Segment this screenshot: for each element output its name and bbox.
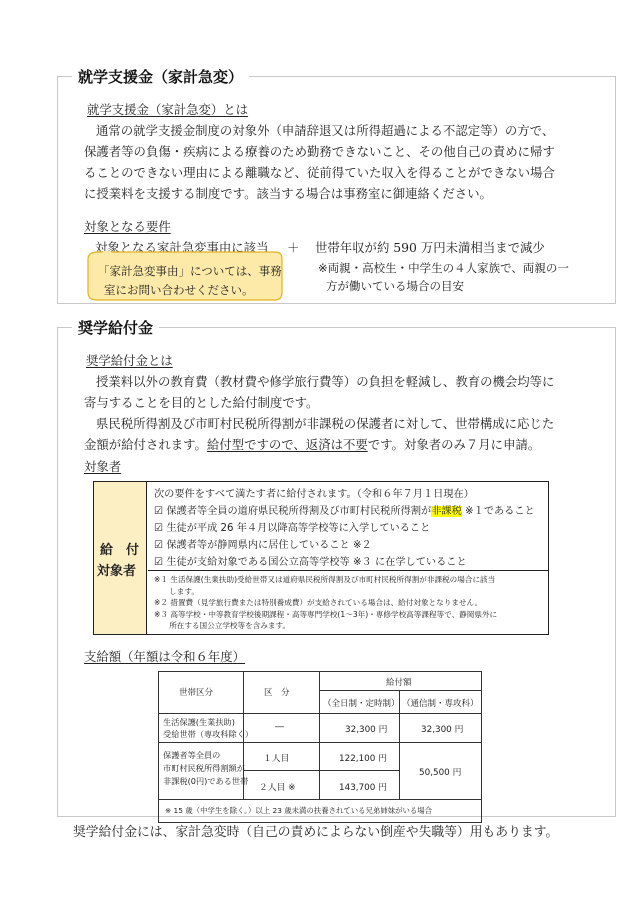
- row2-value-1a: 122,100 円: [339, 754, 387, 764]
- target-note-5: 所在する国公立学校等を含みます。: [154, 621, 291, 631]
- target-label-1: 給 付: [100, 543, 140, 558]
- requirement-item-suffix: ※１であること: [461, 506, 535, 517]
- section2-para2-1: 県民税所得割及び市町村民税所得割が非課税の保護者に対して、世帯構成に応じた: [96, 416, 555, 431]
- row1-value-2: 32,300 円: [421, 725, 464, 735]
- target-note-4: ※３ 高等学校・中等教育学校後期課程・高等専門学校(1～3年)・専修学校高等課程等で、静岡県外に: [154, 609, 498, 619]
- row1-category: ―: [275, 722, 284, 732]
- target-table: [93, 481, 549, 635]
- requirement-item-text: ☑ 保護者等全員の道府県民税所得割及び市町村民税所得割が: [154, 506, 432, 517]
- amount-heading: 支給額（年額は令和６年度）: [84, 649, 246, 664]
- row2-label-2: 市町村民税所得割額が: [163, 763, 245, 773]
- closing-text: 奨学給付金には、家計急変時（自己の責めによらない倒産や失職等）用もあります。: [73, 825, 559, 840]
- row1-label-1: 生活保護(生業扶助): [163, 717, 235, 727]
- requirements-heading: 対象となる要件: [84, 219, 171, 234]
- requirement-note-2: 方が働いている場合の目安: [326, 279, 464, 293]
- requirement-item: [154, 502, 535, 517]
- target-note-2: します。: [154, 586, 199, 596]
- grid-h-row1: [159, 742, 481, 743]
- section2-title: 奨学給付金: [72, 317, 159, 338]
- requirement-item: [154, 536, 372, 551]
- header-fulltime: （全日制・定時制）: [323, 699, 400, 709]
- grid-h-amount: [319, 690, 481, 691]
- section2-para1-1: 授業料以外の教育費（教材費や修学旅行費等）の負担を軽減し、教育の機会均等に: [96, 374, 555, 389]
- requirement-item-text: ☑ 保護者等が静岡県内に居住していること ※２: [154, 540, 372, 551]
- requirement-right: 世帯年収が約 590 万円未満相当まで減少: [315, 240, 545, 255]
- section2-para2-2: [84, 434, 540, 455]
- grid-h-footer: [159, 799, 481, 800]
- target-notes: [154, 574, 546, 632]
- target-label-2: 対象者: [97, 564, 137, 579]
- section2-subheading: 奨学給付金とは: [86, 353, 173, 368]
- household-emergency-term: 家計急変事由: [156, 240, 232, 255]
- row1-value-1: 32,300 円: [345, 725, 388, 735]
- target-note-3: ※２ 措置費（見学旅行費または特別養成費）が支給されている場合は、給付対象となりません。: [154, 598, 483, 608]
- section1-para-1: 通常の就学支援金制度の対象外（申請辞退又は所得超過による不認定等）の方で、: [96, 123, 555, 138]
- target-heading: 対象者: [84, 459, 122, 474]
- requirement-left-post: に該当: [231, 240, 269, 255]
- section1-para-3: ることのできない理由による離職など、従前得ていた収入を得ることができない場合: [84, 165, 555, 180]
- section2-para1-2: 寄与することを目的とした給付制度です。: [84, 395, 319, 410]
- header-amount: 給付額: [386, 678, 412, 688]
- target-requirements-cell: [148, 482, 548, 571]
- header-household: 世帯区分: [179, 688, 214, 698]
- requirement-left-pre: 対象となる: [95, 240, 157, 255]
- grid-h-header: [159, 713, 481, 714]
- para2-no-repayment: 給付型ですので、返済は不要: [206, 437, 368, 452]
- row2-label-1: 保護者等全員の: [163, 750, 221, 760]
- grid-h-row2a: [243, 770, 399, 771]
- target-intro: 次の要件をすべて満たす者に給付されます。（令和６年７月１日現在）: [154, 489, 474, 500]
- tax-exempt-highlight: 非課税: [431, 506, 462, 517]
- row1-label-2: 受給世帯（専攻科除く）: [163, 729, 254, 739]
- requirement-item-text: ☑ 生徒が支給対象である国公立高等学校等 ※３ に在学していること: [154, 557, 467, 568]
- requirement-item-text: ☑ 生徒が平成 26 年４月以降高等学校等に入学していること: [154, 523, 431, 534]
- para2-pre: 金額が給付されます。: [84, 437, 207, 452]
- row2-value-2: 50,500 円: [419, 768, 462, 778]
- row2-value-1b: 143,700 円: [339, 783, 387, 793]
- target-note-1: ※１ 生活保護(生業扶助)受給世帯又は道府県民税所得割及び市町村民税所得割が非課税の場合に該当: [154, 575, 496, 584]
- section1-para-4: に授業料を支援する制度です。該当する場合は事務室に御連絡ください。: [84, 186, 492, 201]
- callout-text-2: 室にお問い合わせください。: [104, 283, 254, 297]
- requirement-item: [154, 519, 430, 534]
- callout-text-1: 「家計急変事由」については、事務: [98, 264, 282, 278]
- header-correspondence: （通信制・専攻科）: [402, 699, 479, 709]
- amount-table: [158, 671, 482, 823]
- section1-subheading: 就学支援金（家計急変）とは: [87, 102, 249, 117]
- section1-para-2: 保護者等の負傷・疾病による療養のため勤務できないこと、その他自己の責めに帰す: [84, 144, 555, 159]
- section1-title: 就学支援金（家計急変）: [72, 66, 249, 87]
- para2-post: です。対象者のみ７月に申請。: [367, 437, 541, 452]
- row2-category-a: １人目: [263, 754, 290, 764]
- grid-v2: [319, 672, 320, 799]
- header-category: 区 分: [264, 688, 290, 698]
- amount-footnote: ※ 15 歳（中学生を除く。）以上 23 歳未満の扶養されている兄弟姉妹がいる場合: [165, 806, 433, 815]
- plus-sign: ＋: [287, 240, 300, 255]
- target-label-cell: [94, 482, 147, 634]
- requirement-note-1: ※両親・高校生・中学生の４人家族で、両親の一: [318, 261, 569, 275]
- requirement-item: [154, 553, 467, 568]
- row2-label-3: 非課税(0円)である世帯: [163, 776, 249, 786]
- row2-category-b: ２人目 ※: [259, 783, 296, 793]
